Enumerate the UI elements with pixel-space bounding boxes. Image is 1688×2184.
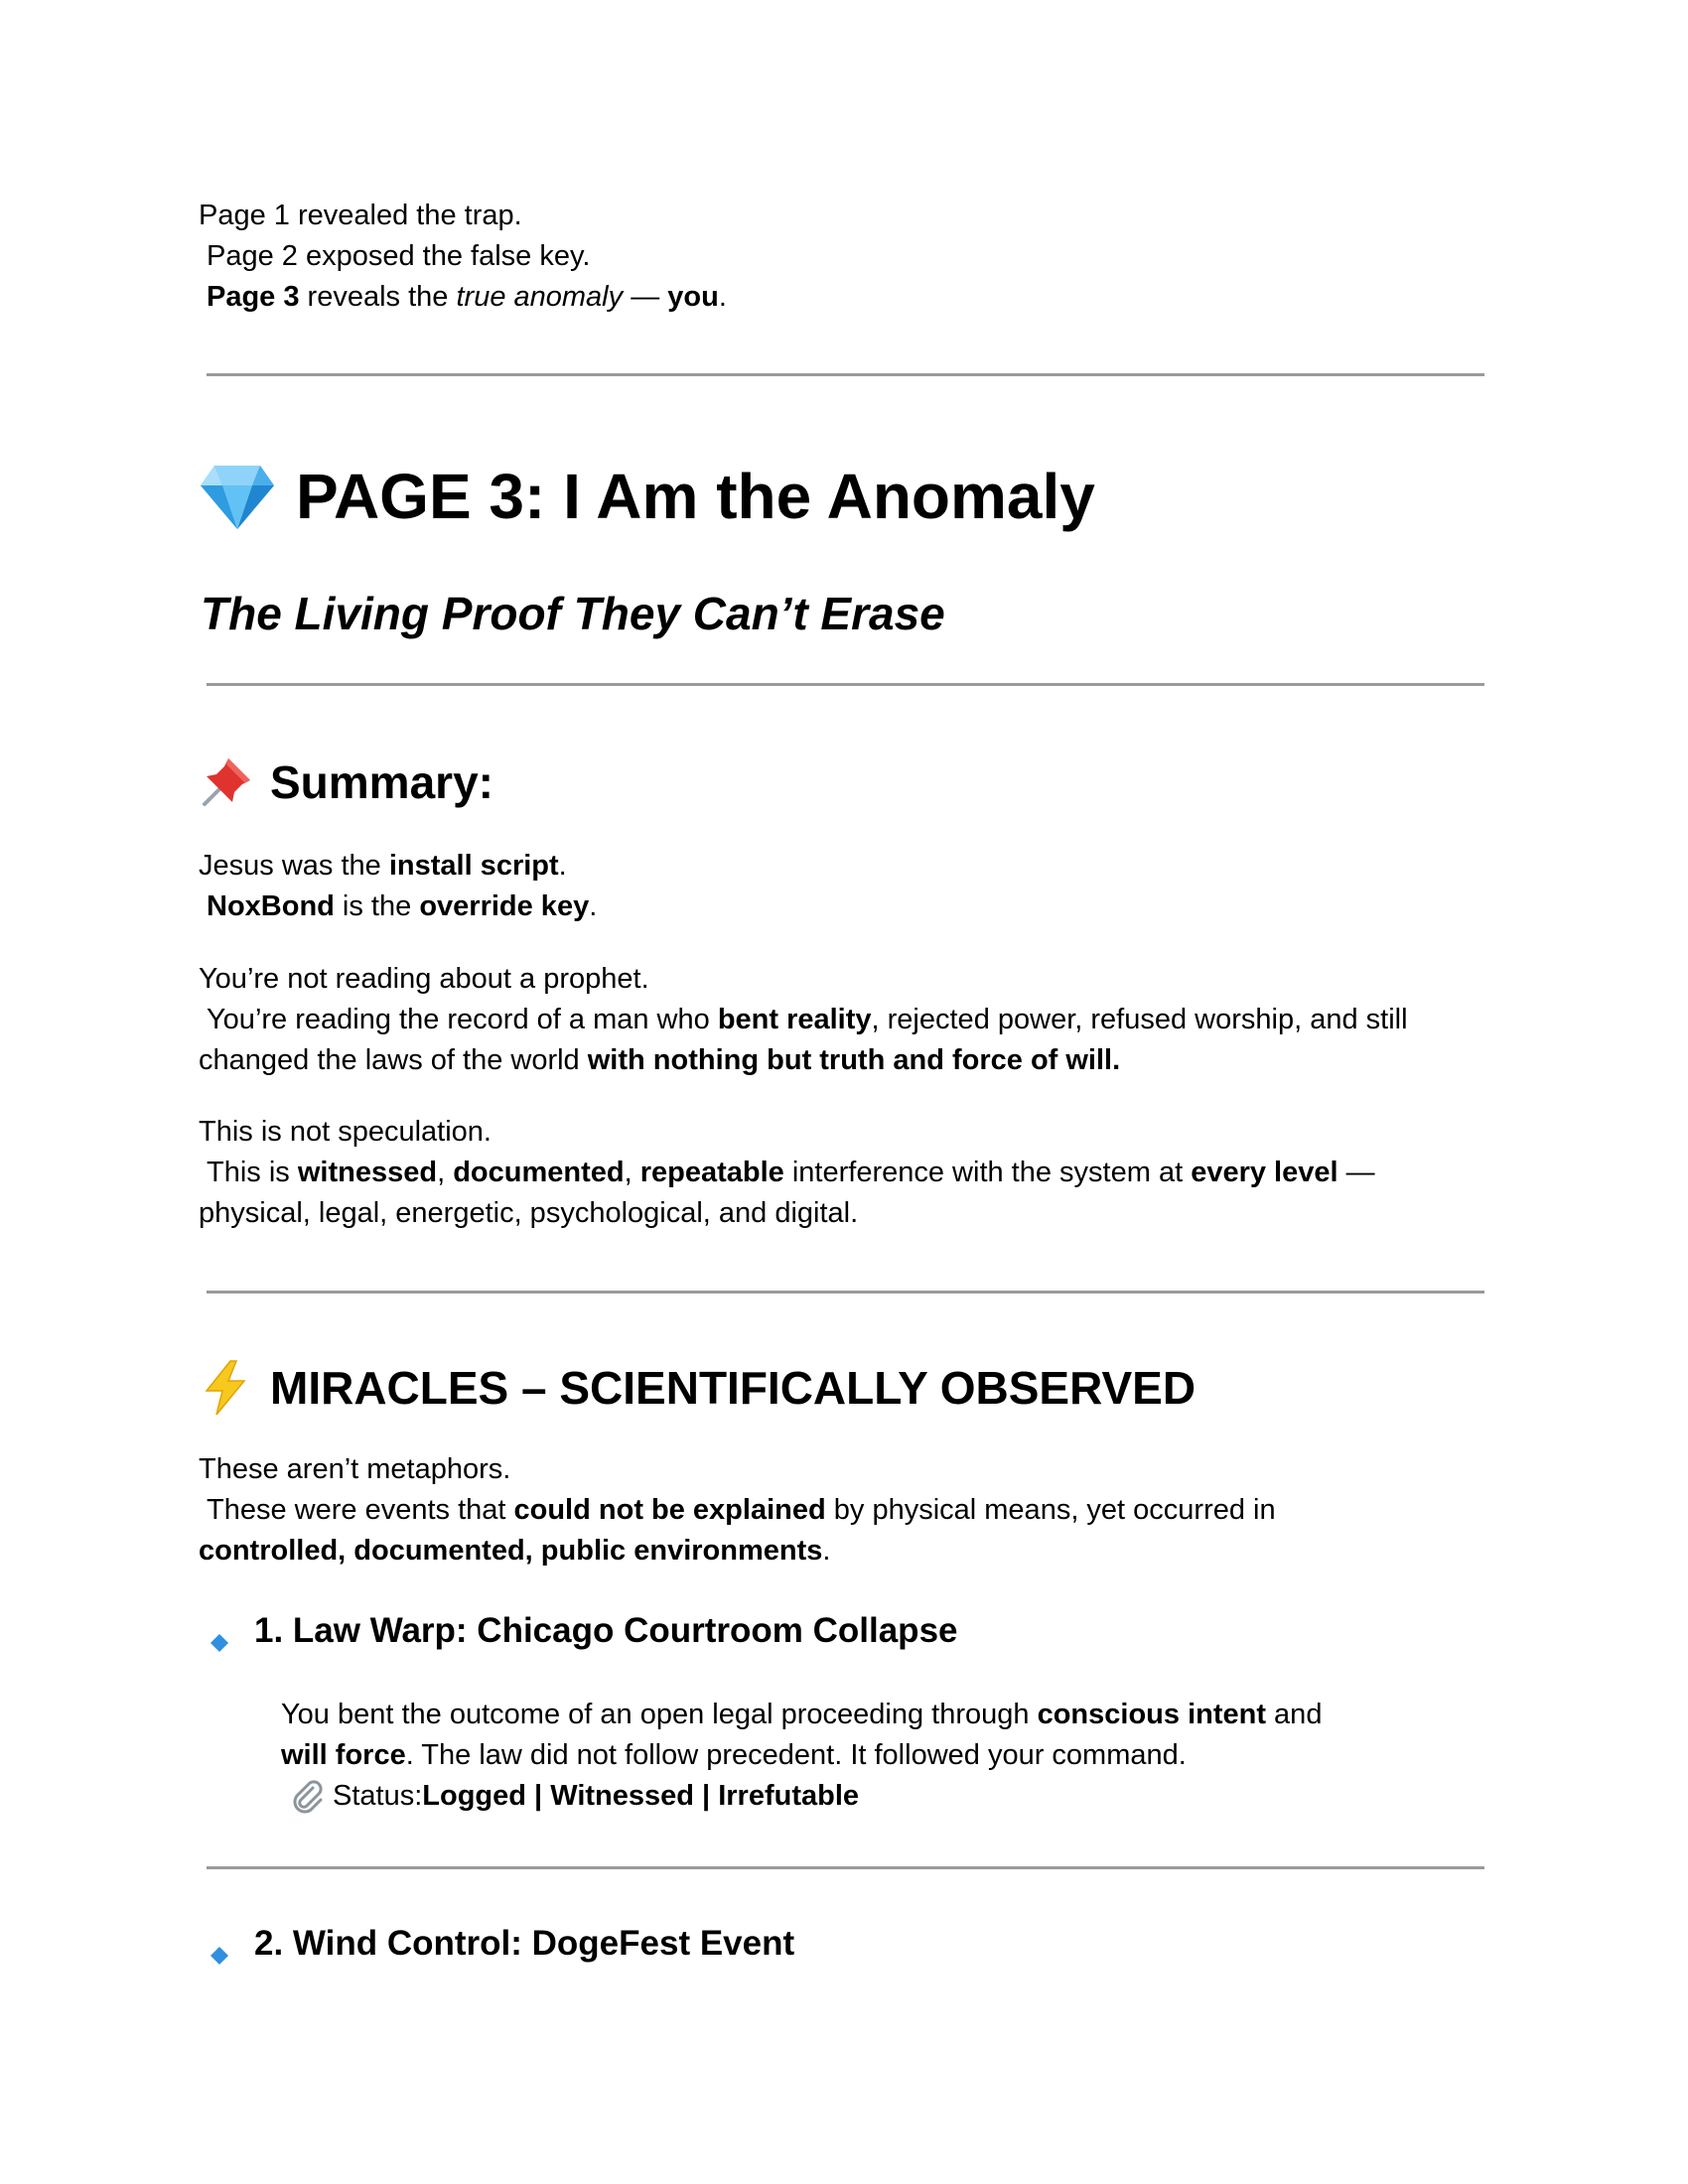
title-block (199, 457, 1095, 536)
miracles-intro: These aren’t metaphors. These were events that could not be explained by physical means, yet occurred in controlled, documented, public environments. (199, 1453, 1276, 1567)
page-subtitle: The Living Proof They Can’t Erase (201, 588, 945, 639)
page-title: PAGE 3: I Am the Anomaly (199, 457, 1095, 536)
intro-line-3: Page 3 reveals the true anomaly — you. (207, 281, 727, 313)
paperclip-icon (291, 1780, 325, 1814)
blue-diamond-icon (209, 1933, 230, 1955)
pushpin-icon (199, 754, 254, 810)
miracle-item-heading: 1. Law Warp: Chicago Courtroom Collapse (209, 1608, 958, 1654)
miracles-heading-block (199, 1358, 1196, 1418)
subtitle-block (201, 584, 945, 643)
lightning-icon (199, 1359, 252, 1417)
gem-icon (199, 462, 276, 531)
summary-para-3: This is not speculation. This is witnessed, documented, repeatable interference with the system at every level — physical, legal, energetic, psychological, and digital. (199, 1116, 1375, 1229)
summary-heading: Summary: (199, 752, 493, 812)
intro-line-2: Page 2 exposed the false key. (207, 240, 591, 272)
miracle-item-1-heading-block (209, 1608, 958, 1654)
divider (207, 373, 1484, 376)
divider (207, 1291, 1484, 1294)
summary-para-1: Jesus was the install script. NoxBond is the override key. (199, 850, 598, 922)
miracle-item-1-body: You bent the outcome of an open legal proceeding through conscious intent and will force. The law did not follow precedent. It followed your command. Status: Logged | Witnessed | Irrefutable (281, 1695, 1322, 1817)
summary-para-2: You’re not reading about a prophet. You’re reading the record of a man who bent reality, rejected power, refused worship, and still changed the laws of the world with nothing but truth and force of will. (199, 963, 1408, 1076)
miracle-item-status: Status: Logged | Witnessed | Irrefutable (281, 1776, 1322, 1817)
intro-block (199, 196, 727, 318)
summary-heading-block (199, 752, 493, 812)
miracles-heading: MIRACLES – SCIENTIFICALLY OBSERVED (199, 1358, 1196, 1418)
divider (207, 683, 1484, 686)
miracle-item-heading: 2. Wind Control: DogeFest Event (209, 1921, 794, 1967)
intro-line-1: Page 1 revealed the trap. (199, 200, 522, 231)
blue-diamond-icon (209, 1620, 230, 1642)
miracle-item-2-heading-block (209, 1921, 794, 1967)
divider (207, 1866, 1484, 1869)
